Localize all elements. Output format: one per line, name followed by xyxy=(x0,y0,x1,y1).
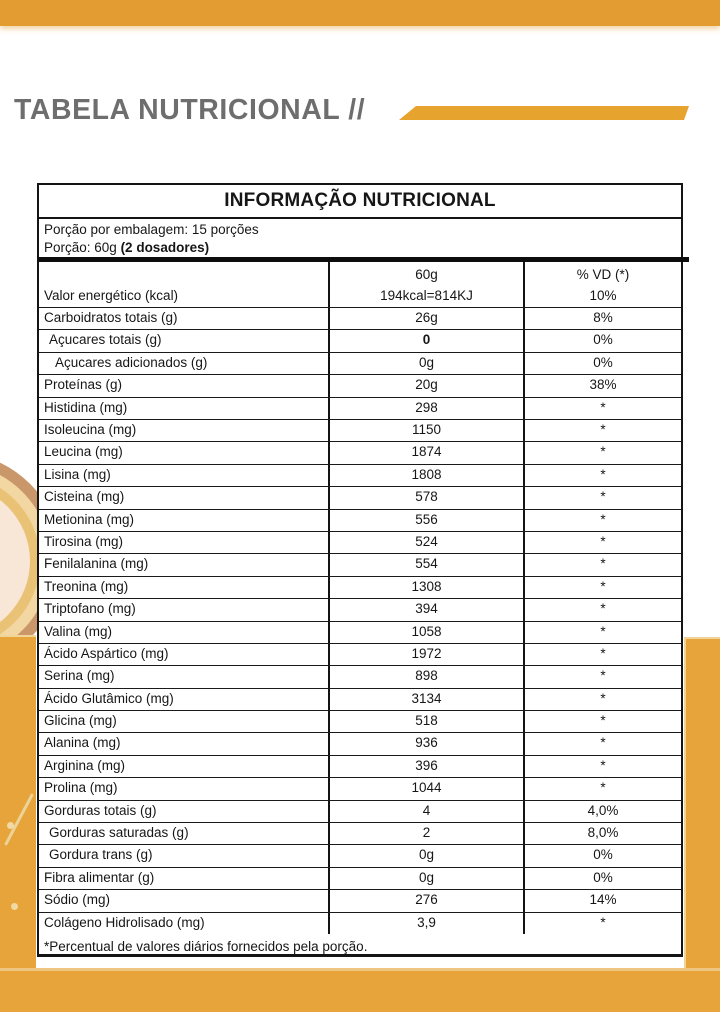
row-daily-value: * xyxy=(600,668,606,684)
table-row xyxy=(39,442,681,464)
column-header-daily-value: % VD (*) xyxy=(576,266,630,282)
row-daily-value: * xyxy=(600,444,606,460)
row-label xyxy=(39,375,330,396)
row-amount: 4 xyxy=(330,801,525,822)
table-row xyxy=(39,778,681,800)
row-amount: 936 xyxy=(330,733,525,754)
row-daily-value: * xyxy=(600,690,606,706)
table-row xyxy=(39,330,681,352)
row-daily-value: 0% xyxy=(593,332,613,348)
row-label-text: Isoleucina (mg) xyxy=(44,422,137,438)
row-amount: 0g xyxy=(330,845,525,866)
row-amount: 1150 xyxy=(330,420,525,441)
table-row xyxy=(39,510,681,532)
row-label-text: Treonina (mg) xyxy=(44,578,129,594)
row-amount: 26g xyxy=(330,308,525,329)
row-daily-value: * xyxy=(600,466,606,482)
wheat-grain-decoration xyxy=(7,822,14,829)
row-label-text: Histidina (mg) xyxy=(44,399,128,415)
row-daily-value: 14% xyxy=(589,892,617,908)
row-daily-value: 0% xyxy=(593,354,613,370)
serving-size-text: Porção: 60g xyxy=(44,240,121,256)
row-daily-value: * xyxy=(600,533,606,549)
row-label-text: Gorduras totais (g) xyxy=(44,802,157,818)
row-label xyxy=(39,532,330,553)
table-row xyxy=(39,420,681,442)
row-label xyxy=(39,689,330,710)
row-label-text: Açucares adicionados (g) xyxy=(55,354,208,370)
row-amount: 298 xyxy=(330,398,525,419)
row-daily-value: * xyxy=(600,735,606,751)
row-daily-value: * xyxy=(600,914,606,930)
row-label xyxy=(39,890,330,911)
row-amount: 194kcal=814KJ xyxy=(330,286,525,307)
row-amount: 1058 xyxy=(330,622,525,643)
row-label-text: Lisina (mg) xyxy=(44,466,111,482)
row-label-text: Proteínas (g) xyxy=(44,377,123,393)
table-row xyxy=(39,756,681,778)
row-label-text: Gorduras saturadas (g) xyxy=(49,825,189,841)
table-row xyxy=(39,711,681,733)
row-amount: 2 xyxy=(330,823,525,844)
row-amount: 556 xyxy=(330,510,525,531)
table-row xyxy=(39,532,681,554)
row-amount: 396 xyxy=(330,756,525,777)
row-daily-value: * xyxy=(600,713,606,729)
table-title: INFORMAÇÃO NUTRICIONAL xyxy=(39,185,681,219)
page-title: TABELA NUTRICIONAL // xyxy=(14,94,366,126)
row-label-text: Glicina (mg) xyxy=(44,713,117,729)
row-label xyxy=(39,398,330,419)
table-row xyxy=(39,465,681,487)
row-daily-value: 0% xyxy=(593,869,613,885)
serving-size-scoops: (2 dosadores) xyxy=(120,240,210,256)
row-label-text: Fenilalanina (mg) xyxy=(44,556,149,572)
row-label-text: Triptofano (mg) xyxy=(44,601,136,617)
row-amount: 524 xyxy=(330,532,525,553)
row-label xyxy=(39,442,330,463)
row-amount: 0 xyxy=(330,330,525,351)
top-orange-bar xyxy=(0,0,720,26)
servings-per-package: Porção por embalagem: 15 porções xyxy=(44,222,259,238)
row-amount: 1808 xyxy=(330,465,525,486)
row-amount: 1972 xyxy=(330,644,525,665)
table-row xyxy=(39,487,681,509)
row-label xyxy=(39,510,330,531)
table-row xyxy=(39,644,681,666)
row-amount: 0g xyxy=(330,868,525,889)
row-label-text: Cisteina (mg) xyxy=(44,489,125,505)
table-row xyxy=(39,353,681,375)
row-daily-value: 10% xyxy=(589,287,617,303)
row-daily-value: * xyxy=(600,399,606,415)
row-label xyxy=(39,286,330,307)
row-amount: 554 xyxy=(330,554,525,575)
row-label-text: Arginina (mg) xyxy=(44,757,126,773)
serving-size xyxy=(44,239,681,257)
row-label-text: Carboidratos totais (g) xyxy=(44,310,178,326)
row-daily-value: * xyxy=(600,489,606,505)
row-daily-value: * xyxy=(600,422,606,438)
row-label xyxy=(39,778,330,799)
row-daily-value: * xyxy=(600,511,606,527)
table-row xyxy=(39,554,681,576)
row-label xyxy=(39,733,330,754)
row-label-text: Prolina (mg) xyxy=(44,780,118,796)
row-amount: 276 xyxy=(330,890,525,911)
table-footnote: *Percentual de valores diários fornecidos pela porção. xyxy=(44,939,368,954)
table-row xyxy=(39,890,681,912)
row-label-text: Valor energético (kcal) xyxy=(44,287,179,303)
table-row xyxy=(39,733,681,755)
row-label-text: Sódio (mg) xyxy=(44,892,111,908)
table-row xyxy=(39,689,681,711)
table-row xyxy=(39,845,681,867)
row-daily-value: * xyxy=(600,757,606,773)
row-daily-value: * xyxy=(600,645,606,661)
row-label xyxy=(39,823,330,844)
table-body xyxy=(39,286,681,934)
row-label xyxy=(39,308,330,329)
table-column-headers xyxy=(39,262,681,286)
row-amount: 1308 xyxy=(330,577,525,598)
row-amount: 20g xyxy=(330,375,525,396)
row-amount: 0g xyxy=(330,353,525,374)
row-label-text: Valina (mg) xyxy=(44,623,113,639)
row-label xyxy=(39,868,330,889)
row-label xyxy=(39,420,330,441)
row-label-text: Açucares totais (g) xyxy=(49,332,162,348)
row-label xyxy=(39,622,330,643)
table-row xyxy=(39,913,681,934)
row-label xyxy=(39,666,330,687)
table-row xyxy=(39,622,681,644)
row-label-text: Gordura trans (g) xyxy=(49,847,153,863)
row-amount: 1874 xyxy=(330,442,525,463)
row-label xyxy=(39,465,330,486)
row-daily-value: 8,0% xyxy=(587,825,619,841)
row-label-text: Leucina (mg) xyxy=(44,444,123,460)
table-row xyxy=(39,398,681,420)
column-header-nutrient xyxy=(39,262,330,286)
row-label xyxy=(39,845,330,866)
row-amount: 578 xyxy=(330,487,525,508)
row-amount: 3,9 xyxy=(330,913,525,934)
row-amount: 898 xyxy=(330,666,525,687)
row-label xyxy=(39,756,330,777)
title-accent-bar xyxy=(399,106,689,120)
right-orange-strip xyxy=(684,637,720,1012)
row-daily-value: * xyxy=(600,623,606,639)
table-row xyxy=(39,823,681,845)
row-label-text: Colágeno Hidrolisado (mg) xyxy=(44,914,205,930)
row-label xyxy=(39,801,330,822)
row-amount: 3134 xyxy=(330,689,525,710)
row-label xyxy=(39,913,330,934)
row-label-text: Metionina (mg) xyxy=(44,511,135,527)
row-label xyxy=(39,599,330,620)
row-label-text: Serina (mg) xyxy=(44,668,115,684)
row-amount: 394 xyxy=(330,599,525,620)
row-label xyxy=(39,554,330,575)
row-amount: 1044 xyxy=(330,778,525,799)
row-daily-value: * xyxy=(600,556,606,572)
column-header-amount: 60g xyxy=(330,262,525,286)
serving-info xyxy=(39,219,681,257)
row-daily-value: 4,0% xyxy=(587,802,619,818)
row-label-text: Alanina (mg) xyxy=(44,735,121,751)
table-row xyxy=(39,666,681,688)
row-daily-value: * xyxy=(600,601,606,617)
row-label-text: Fibra alimentar (g) xyxy=(44,869,155,885)
nutrition-facts-table xyxy=(37,183,683,957)
table-row xyxy=(39,577,681,599)
row-daily-value: 8% xyxy=(593,310,613,326)
bottom-orange-strip xyxy=(0,968,720,1012)
table-row xyxy=(39,375,681,397)
row-daily-value: * xyxy=(600,578,606,594)
row-label-text: Ácido Aspártico (mg) xyxy=(44,645,169,661)
table-row xyxy=(39,801,681,823)
row-label xyxy=(39,330,330,351)
row-daily-value: 0% xyxy=(593,847,613,863)
row-label-text: Tirosina (mg) xyxy=(44,533,124,549)
table-row xyxy=(39,599,681,621)
row-label xyxy=(39,711,330,732)
table-row xyxy=(39,308,681,330)
table-row xyxy=(39,868,681,890)
row-label xyxy=(39,487,330,508)
row-label-text: Ácido Glutâmico (mg) xyxy=(44,690,174,706)
table-row xyxy=(39,286,681,308)
row-label xyxy=(39,577,330,598)
row-label xyxy=(39,353,330,374)
row-daily-value: * xyxy=(600,780,606,796)
wheat-grain-decoration xyxy=(11,903,18,910)
row-label xyxy=(39,644,330,665)
row-amount: 518 xyxy=(330,711,525,732)
row-daily-value: 38% xyxy=(589,377,617,393)
